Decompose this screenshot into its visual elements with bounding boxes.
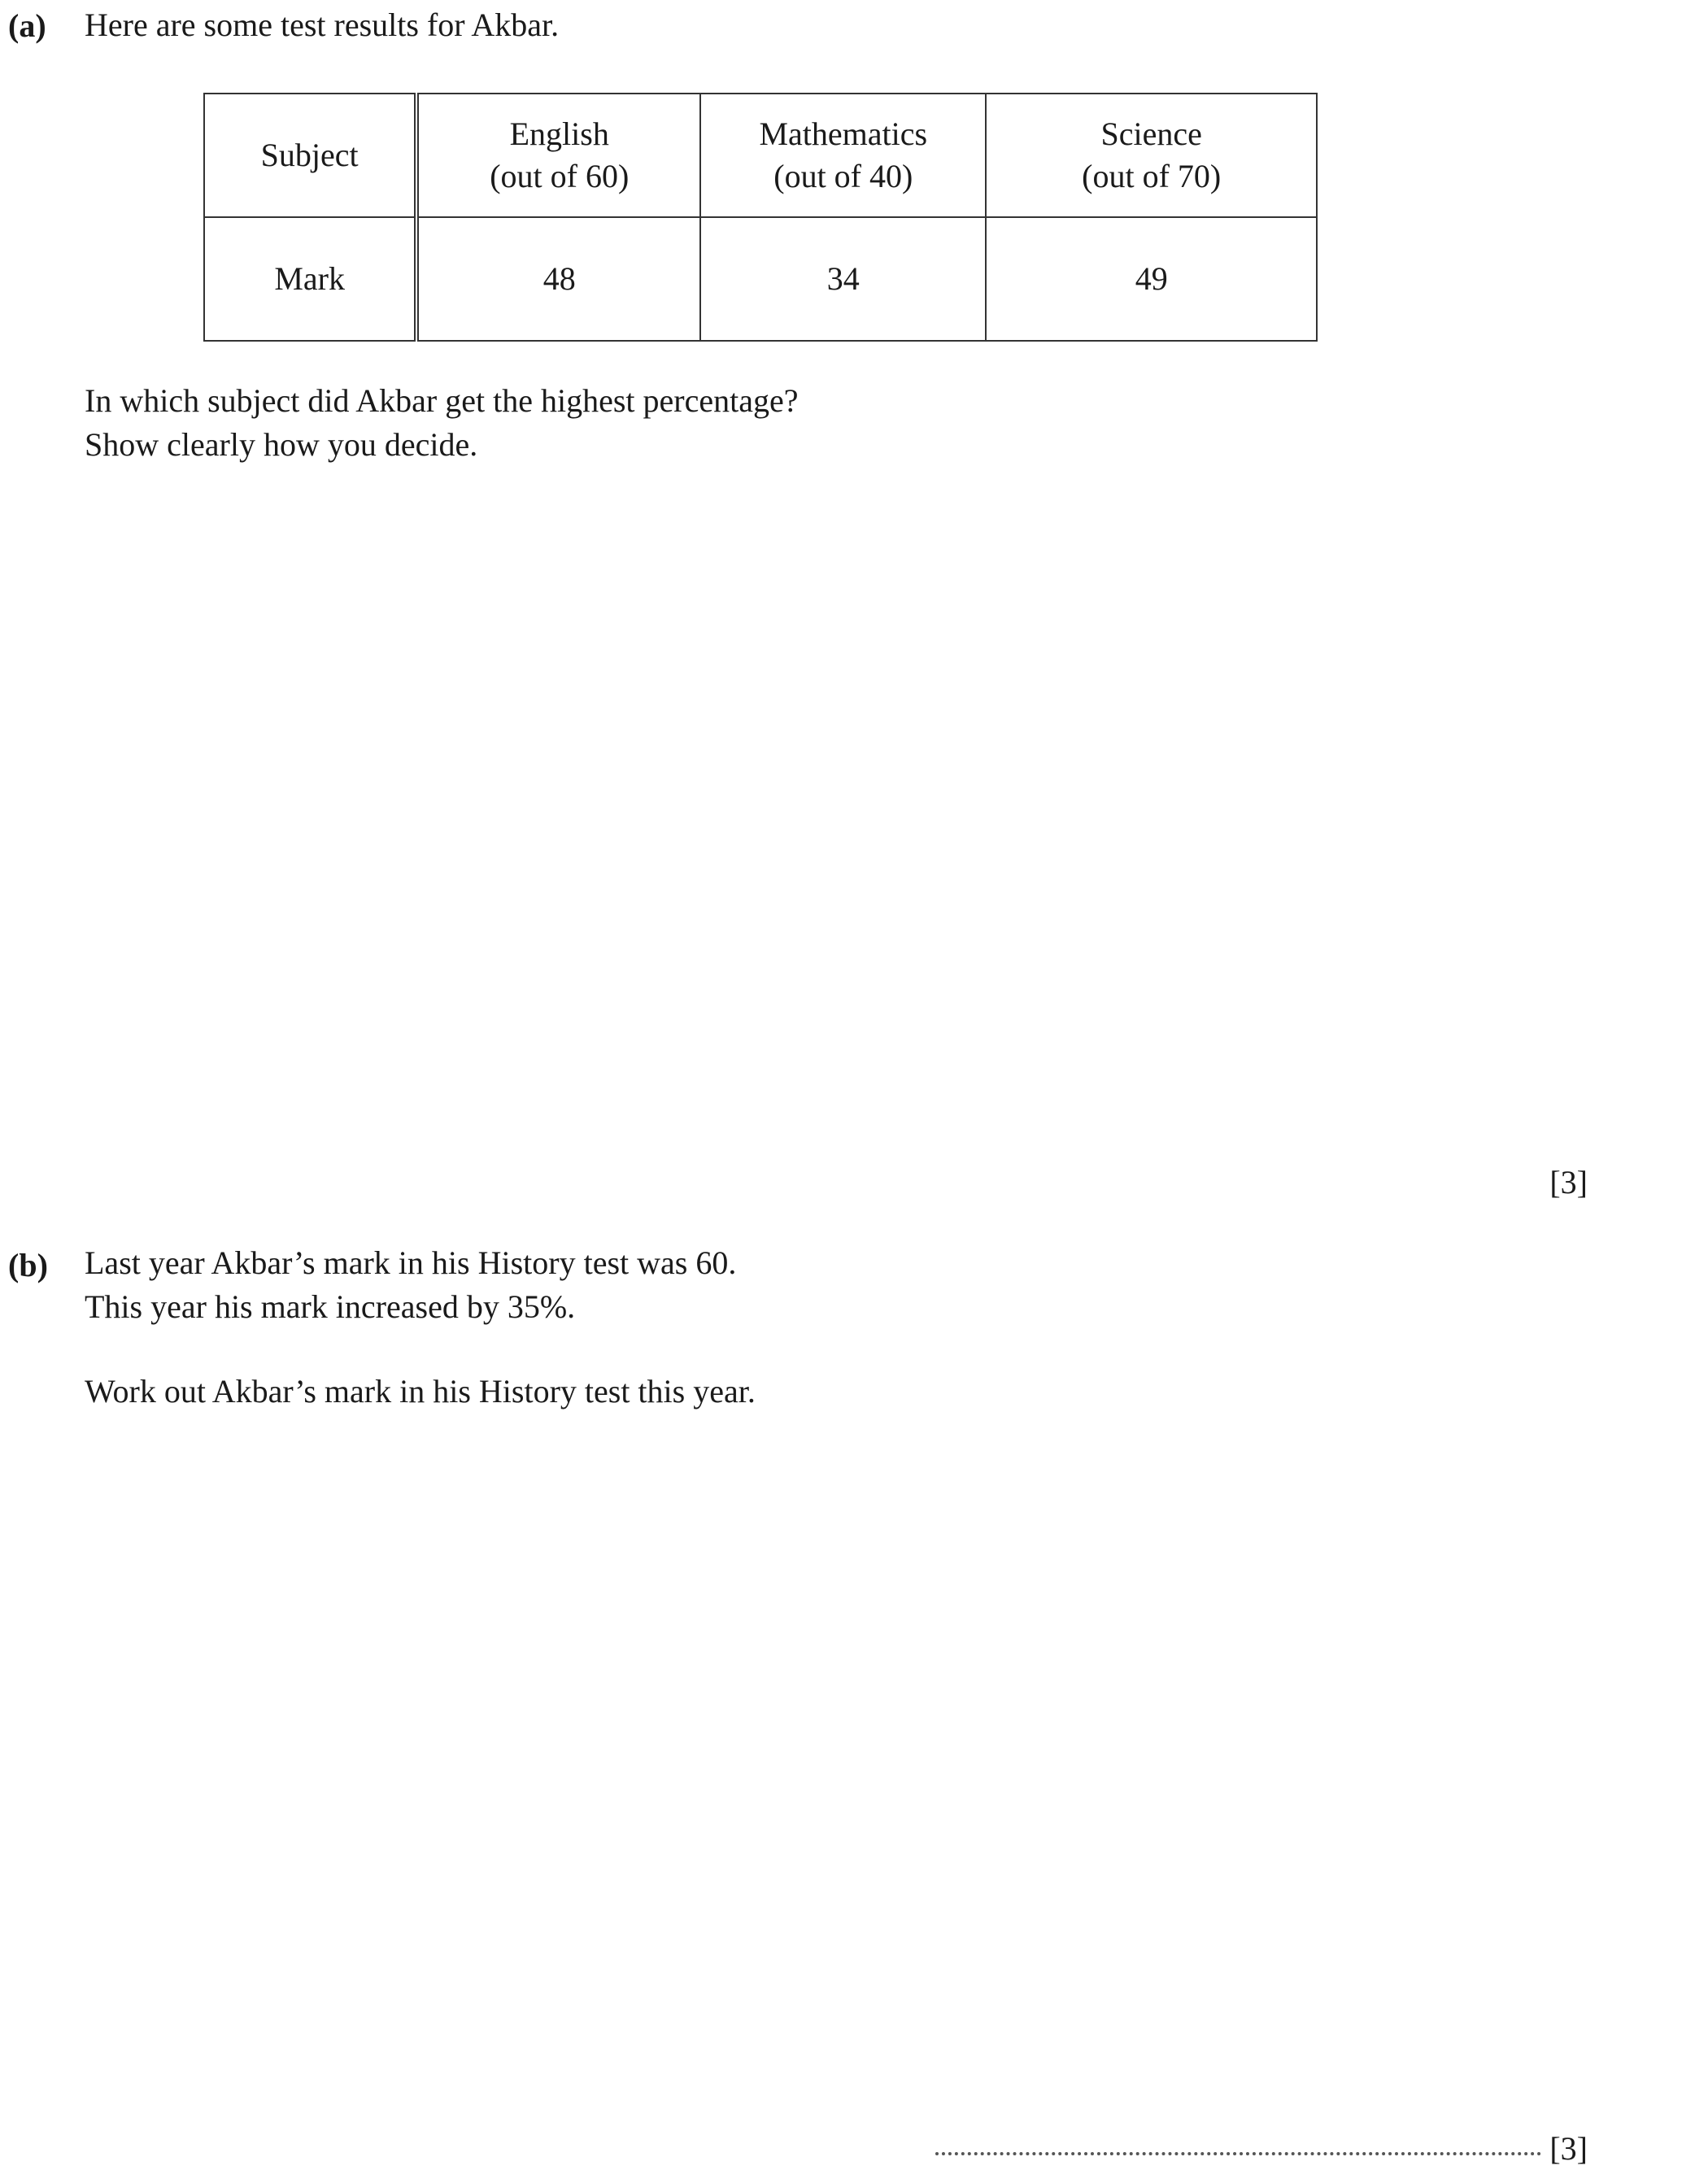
science-out-of: (out of 70): [1082, 158, 1222, 194]
mathematics-subject-name: Mathematics: [759, 115, 928, 152]
part-a-label: (a): [8, 7, 46, 44]
part-a-marks: [3]: [1549, 1164, 1588, 1200]
part-b-label: (b): [8, 1247, 48, 1283]
part-b-text: [85, 1241, 736, 1329]
mathematics-out-of: (out of 40): [773, 158, 913, 194]
answer-line[interactable]: [935, 2152, 1541, 2155]
part-a-question: [85, 379, 798, 467]
english-subject-name: English: [509, 115, 609, 152]
mark-row-label: Mark: [274, 260, 345, 297]
science-subject-name: Science: [1100, 115, 1202, 152]
mathematics-mark-cell: 34: [700, 217, 986, 341]
mathematics-header-cell: [700, 94, 986, 217]
part-a-question-line-2: Show clearly how you decide.: [85, 426, 478, 463]
english-out-of: (out of 60): [490, 158, 630, 194]
part-a-intro: Here are some test results for Akbar.: [85, 7, 560, 43]
part-b-line-1: Last year Akbar’s mark in his History test was 60.: [85, 1244, 737, 1281]
science-mark-cell: 49: [986, 217, 1317, 341]
results-table: [203, 93, 1318, 342]
science-header-cell: [986, 94, 1317, 217]
part-a-question-line-1: In which subject did Akbar get the highest percentage?: [85, 382, 799, 419]
part-b-line-3: Work out Akbar’s mark in his History test this year.: [85, 1373, 756, 1410]
part-b-line-2: This year his mark increased by 35%.: [85, 1288, 576, 1325]
part-b-marks: [3]: [1549, 2130, 1588, 2167]
english-header-cell: [416, 94, 700, 217]
mark-label-cell: [204, 217, 416, 341]
english-mark-cell: 48: [416, 217, 700, 341]
part-b-instruction: [85, 1370, 756, 1414]
table-header-row: [204, 94, 1317, 217]
subject-header-cell: [204, 94, 416, 217]
table-mark-row: [204, 217, 1317, 341]
subject-header-label: Subject: [260, 137, 359, 173]
